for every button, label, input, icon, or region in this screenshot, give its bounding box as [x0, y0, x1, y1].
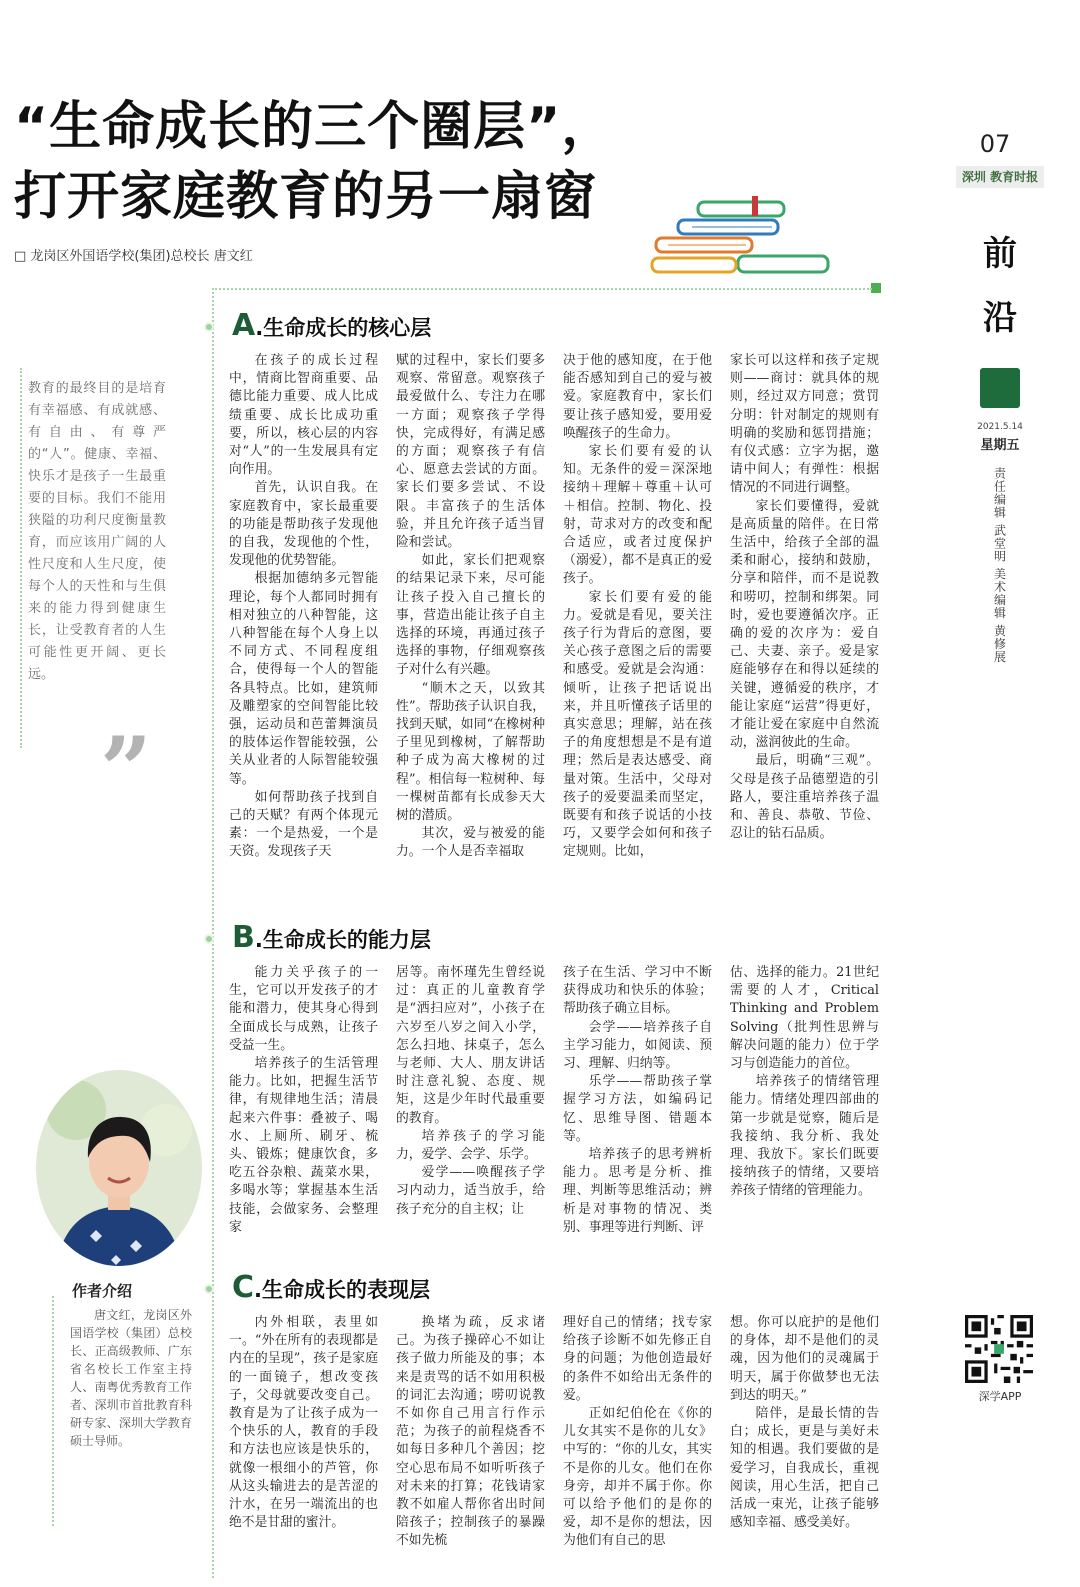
paragraph: 爱学——唤醒孩子学习内动力，适当放手，给孩子充分的自主权；让	[396, 1165, 545, 1217]
paragraph: 培养孩子的生活管理能力。比如，把握生活节律，有规律地生活；清晨起来六件事：叠被子、喝水、上厕所、刷牙、梳头、锻炼；健康饮食，多吃五谷杂粮、蔬菜水果，多喝水等；掌握基本生活技能，会做家务、会整理家	[229, 1056, 378, 1235]
editors-credit: 责任编辑 武堂明 美术编辑 黄修展	[992, 466, 1007, 664]
headline	[14, 92, 654, 232]
paragraph: 想。你可以庇护的是他们的身体，却不是他们的灵魂，因为他们的灵魂属于明天，属于你做梦也无法到达的明天。”	[730, 1315, 879, 1403]
section-a-bullet	[204, 322, 214, 332]
paragraph: 陪伴，是最长情的告白；成长，更是与美好未知的相遇。我们要做的是爱学习，自我成长，重视阅读，用心生活，把自己活成一束光，让孩子能够感知幸福、感受美好。	[730, 1406, 879, 1531]
right-rail	[950, 130, 1050, 665]
pull-quote: 教育的最终目的是培育有幸福感、有成就感、有自由、有尊严的“人”。健康、幸福、快乐才是孩子一生最重要的目标。我们不能用狭隘的功利尺度衡量教育，而应该用广阔的人性尺度和人生尺度，使每个人的天性和与生俱来的能力得到健康生长，让受教育者的人生可能性更开阔、更长远。	[28, 381, 166, 682]
paragraph: 家长们要有爱的认知。无条件的爱＝深深地接纳＋理解＋尊重＋认可＋相信。控制、物化、投射，苛求对方的改变和配合适应，或者过度保护（溺爱），都不是真正的爱孩子。	[563, 444, 712, 587]
section-c-heading	[232, 1270, 430, 1305]
paragraph: 理好自己的情绪；找专家给孩子诊断不如先修正自身的问题；为他创造最好的条件不如给出无条件的爱。	[563, 1315, 712, 1403]
frame-top-border	[212, 288, 872, 290]
section-c-body	[229, 1314, 879, 1551]
frame-left-border	[212, 288, 214, 1578]
paragraph: 正如纪伯伦在《你的儿女其实不是你的儿女》中写的：“你的儿女，其实不是你的儿女。他们在你身旁，却并不属于你。你可以给予他们的是你的爱，却不是你的想法，因为他们有自己的思	[563, 1406, 712, 1549]
author-bio: 唐文红，龙岗区外国语学校（集团）总校长、正高级教师、广东省名校长工作室主持人、南粤优秀教育工作者、深圳市首批教育科研专家、深圳大学教育硕士导师。	[70, 1308, 192, 1448]
paragraph: 培养孩子的学习能力，爱学、会学、乐学。	[396, 1128, 545, 1163]
text-column	[730, 352, 879, 862]
books-illustration	[648, 196, 833, 288]
text-column	[396, 1314, 545, 1551]
text-column	[396, 964, 545, 1237]
paragraph: 其次，爱与被爱的能力。一个人是否幸福取	[396, 826, 545, 860]
paragraph: 内外相联，表里如一。“外在所有的表现都是内在的呈现”，孩子是家庭的一面镜子，想改变孩子，父母就要改变自己。教育是为了让孩子成为一个快乐的人，教育的手段和方法也应该是快乐的，就像一根细小的芦管，你从这头输进去的是苦涩的汁水，在另一端流出的也绝不是甘甜的蜜汁。	[229, 1315, 378, 1531]
text-column	[229, 964, 378, 1237]
section-b-bullet	[204, 934, 214, 944]
text-column	[229, 1314, 378, 1551]
paragraph: 根据加德纳多元智能理论，每个人都同时拥有相对独立的八种智能，这八种智能在每个人身上以不同方式、不同程度组合，使得每一个人的智能各具特点。比如，建筑师及雕塑家的空间智能比较强，运动员和芭蕾舞演员的肢体运作智能较强，公关从业者的人际智能较强等。	[229, 571, 378, 787]
paragraph: 首先，认识自我。在家庭教育中，家长最重要的功能是帮助孩子发现他的自我，发现他的个性，发现他的优势智能。	[229, 480, 378, 569]
author-photo	[36, 1070, 202, 1266]
section-b-letter: B	[232, 920, 255, 955]
green-marker	[871, 283, 881, 293]
text-column	[730, 1314, 879, 1551]
paragraph: 最后，明确“三观”。父母是孩子品德塑造的引路人，要注重培养孩子温和、善良、恭敬、节俭、忍让的钻石品质。	[730, 753, 879, 842]
qr-label: 深学APP	[978, 1390, 1022, 1403]
author-section-title: 作者介绍	[72, 1282, 133, 1300]
paragraph: 家长们要懂得，爱就是高质量的陪伴。在日常生活中，给孩子全部的温柔和耐心，接纳和鼓励，分享和陪伴，而不是说教和唠叨，控制和绑架。同时，爱也要遵循次序。正确的爱的次序为：爱自己、夫妻、亲子。爱是家庭能够存在和得以延续的关键，遵循爱的秩序，才能让家庭“运营”得更好，才能让爱在家庭中自然流动，滋润彼此的生命。	[730, 498, 879, 751]
page-number: 07	[979, 130, 1011, 158]
paragraph: 乐学——帮助孩子掌握学习方法，如编码记忆、思维导图、错题本等。	[563, 1074, 712, 1144]
text-column	[563, 964, 712, 1237]
issue-date: 2021.5.14	[977, 422, 1023, 432]
issue-weekday: 星期五	[980, 438, 1020, 453]
paragraph: 换堵为疏，反求诸己。为孩子操碎心不如让孩子做力所能及的事；本来是责骂的话不如用积极的词汇去沟通；唠叨说教不如你自己用言行作示范；为孩子的前程烧香不如每日多种几个善因；挖空心思布局不如听听孩子对未来的打算；花钱请家教不如雇人帮你省出时间陪孩子；控制孩子的暴躁不如先梳	[396, 1315, 545, 1549]
text-column	[229, 352, 378, 862]
paragraph: 赋的过程中，家长们要多观察、常留意。观察孩子最爱做什么、专注力在哪一方面；观察孩子学得快，完成得好，有满足感的方面；观察孩子有信心、愿意去尝试的方面。家长们要多尝试、不设限。丰富孩子的生活体验，并且允许孩子适当冒险和尝试。	[396, 353, 545, 551]
section-a-body	[229, 352, 879, 862]
text-column	[730, 964, 879, 1237]
paragraph: 如此，家长们把观察的结果记录下来，尽可能让孩子投入自己擅长的事，营造出能让孩子自主选择的环境，再通过孩子选择的事物，仔细观察孩子对什么有兴趣。	[396, 553, 545, 678]
paragraph: 培养孩子的思考辨析能力。思考是分析、推理、判断等思维活动；辨析是对事物的情况、类别、事理等进行判断、评	[563, 1147, 712, 1235]
paragraph: 家长可以这样和孩子定规则——商讨：就具体的规则，经过双方同意；赏罚分明：针对制定的规则有明确的奖励和惩罚措施；有仪式感：立字为据，邀请中间人；有弹性：根据情况的不同进行调整。	[730, 353, 879, 496]
qr-code-icon[interactable]	[965, 1315, 1033, 1383]
paragraph: 家长们要有爱的能力。爱就是看见，要关注孩子行为背后的意图，要关心孩子意图之后的需要和感受。爱就是会沟通：倾听，让孩子把话说出来，并且听懂孩子话里的真实意思；理解，站在孩子的角度想想是不是有道理；然后是表达感受、商量对策。生活中，父母对孩子的爱要温柔而坚定，既要有和孩子说话的小技巧，又要学会如何和孩子定规则。比如，	[563, 589, 712, 860]
section-a-heading	[232, 308, 431, 343]
section-a-title: .生命成长的核心层	[255, 316, 432, 340]
paragraph: 决于他的感知度，在于他能否感知到自己的爱与被爱。家庭教育中，家长们要让孩子感知爱，要用爱唤醒孩子的生命力。	[563, 353, 712, 441]
section-name	[950, 222, 1050, 350]
paragraph: 孩子在生活、学习中不断获得成功和快乐的体验；帮助孩子确立目标。	[563, 965, 712, 1017]
paragraph: 居等。南怀瑾先生曾经说过：真正的儿童教育学是“洒扫应对”，小孩子在六岁至八岁之间入小学，怎么扫地、抹桌子，怎么与老师、大人、朋友讲话时注意礼貌、态度、规矩，这是少年时代最重要的教育。	[396, 965, 545, 1126]
section-b-title: .生命成长的能力层	[254, 928, 431, 952]
section-c-letter: C	[232, 1270, 255, 1305]
section-char-2: 沿	[983, 298, 1017, 338]
quote-mark-icon: ”	[100, 717, 152, 823]
byline: □ 龙岗区外国语学校(集团)总校长 唐文红	[14, 249, 253, 264]
text-column	[563, 1314, 712, 1551]
text-column	[563, 352, 712, 862]
section-c-bullet	[204, 1284, 214, 1294]
paragraph: 如何帮助孩子找到自己的天赋？有两个体现元素：一个是热爱，一个是天资。发现孩子天	[229, 789, 378, 860]
paragraph: 培养孩子的情绪管理能力。情绪处理四部曲的第一步就是觉察，随后是我接纳、我分析、我处理、我放下。家长们既要接纳孩子的情绪，又要培养孩子情绪的管理能力。	[730, 1074, 879, 1199]
headline-line-2: 打开家庭教育的另一扇窗	[14, 167, 598, 227]
section-a-letter: A	[232, 308, 256, 343]
section-color-block	[980, 368, 1020, 408]
section-c-title: .生命成长的表现层	[254, 1278, 431, 1302]
section-b-body	[229, 964, 879, 1237]
paragraph: 在孩子的成长过程中，情商比智商重要、品德比能力重要、成人比成绩重要、成长比成功重要，所以，核心层的内容对“人”的一生发展具有定向作用。	[229, 353, 378, 478]
paragraph: “顺木之天，以致其性”。帮助孩子认识自我，找到天赋，如同“在橡树种子里见到橡树，了解帮助种子成为高大橡树的过程”。相信每一粒树种、每一棵树苗都有长成参天大树的潜质。	[396, 680, 545, 824]
paragraph: 估、选择的能力。21世纪需要的人才，Critical Thinking and Problem Solving（批判性思辨与解决问题的能力）位于学习与创造能力的首位。	[730, 965, 879, 1072]
section-b-heading	[232, 920, 431, 955]
section-char-1: 前	[983, 234, 1017, 274]
book-stack-icon	[652, 196, 828, 272]
text-column	[396, 352, 545, 862]
paper-logo: 深圳 教育时报	[956, 166, 1044, 188]
paragraph: 会学——培养孩子自主学习能力，如阅读、预习、理解、归纳等。	[563, 1019, 712, 1072]
headline-line-1: “生命成长的三个圈层”，	[14, 97, 615, 157]
paragraph: 能力关乎孩子的一生，它可以开发孩子的才能和潜力，使其身心得到全面成长与成熟，让孩子受益一生。	[229, 965, 378, 1053]
